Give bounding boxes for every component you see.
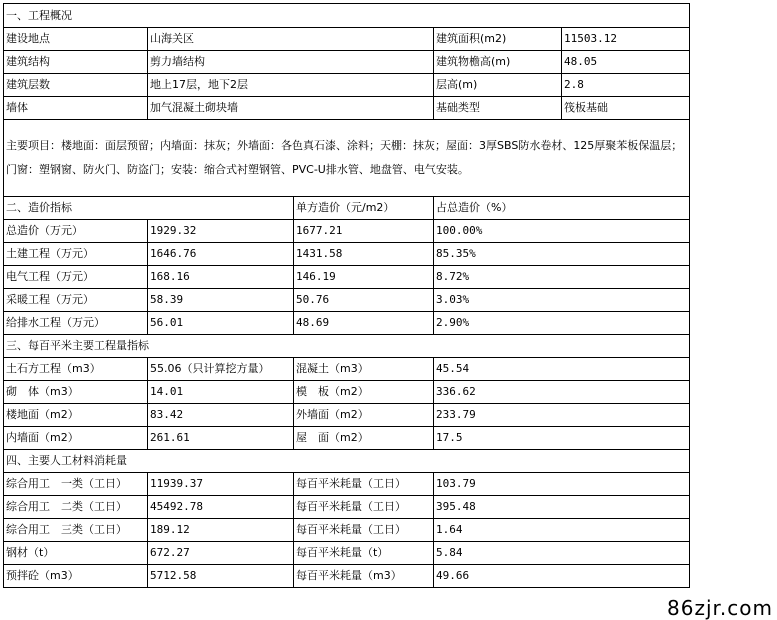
value-cell: 672.27 [148,542,294,565]
value-cell: 1431.58 [294,243,434,266]
section-header-row [4,335,690,358]
value-cell: 168.16 [148,266,294,289]
value-cell: 48.69 [294,312,434,335]
value-cell: 146.19 [294,266,434,289]
label-cell: 层高(m) [434,74,562,97]
value-cell: 2.8 [562,74,690,97]
table-row [4,266,690,289]
label-cell: 给排水工程（万元） [4,312,148,335]
table-row [4,312,690,335]
value-cell: 加气混凝土砌块墙 [148,97,434,120]
table-row [4,358,690,381]
value-cell: 11503.12 [562,28,690,51]
label-cell: 砌 体（m3） [4,381,148,404]
column-header-unit-cost: 单方造价（元/m2） [294,197,434,220]
value-cell: 2.90% [434,312,690,335]
value-cell: 8.72% [434,266,690,289]
column-header-percent: 占总造价（%） [434,197,690,220]
table-row [4,28,690,51]
section3-title: 三、每百平米主要工程量指标 [4,335,690,358]
table-row [4,542,690,565]
table-row [4,381,690,404]
label-cell: 每百平米耗量（工日） [294,519,434,542]
label-cell: 土建工程（万元） [4,243,148,266]
value-cell: 83.42 [148,404,294,427]
value-cell: 5.84 [434,542,690,565]
value-cell: 3.03% [434,289,690,312]
table-row [4,97,690,120]
label-cell: 综合用工 二类（工日） [4,496,148,519]
value-cell: 395.48 [434,496,690,519]
section-header-row [4,4,690,28]
section-header-row [4,197,690,220]
label-cell: 电气工程（万元） [4,266,148,289]
label-cell: 每百平米耗量（工日） [294,473,434,496]
value-cell: 1677.21 [294,220,434,243]
label-cell: 土石方工程（m3） [4,358,148,381]
value-cell: 58.39 [148,289,294,312]
value-cell: 1.64 [434,519,690,542]
label-cell: 总造价（万元） [4,220,148,243]
label-cell: 外墙面（m2） [294,404,434,427]
value-cell: 233.79 [434,404,690,427]
section4-title: 四、主要人工材料消耗量 [4,450,690,473]
value-cell: 地上17层，地下2层 [148,74,434,97]
value-cell: 14.01 [148,381,294,404]
label-cell: 综合用工 一类（工日） [4,473,148,496]
value-cell: 45.54 [434,358,690,381]
table-row [4,473,690,496]
project-description: 主要项目：楼地面：面层预留；内墙面：抹灰；外墙面：各色真石漆、涂料；天棚：抹灰；屋面：3厚SBS防水卷材、125厚聚苯板保温层；门窗：塑钢窗、防火门、防盗门；安装：缩合式衬塑钢管、PVC-U排水管、地盘管、电气安装。 [4,120,690,197]
value-cell: 1929.32 [148,220,294,243]
label-cell: 采暖工程（万元） [4,289,148,312]
value-cell: 山海关区 [148,28,434,51]
site-watermark: 86zjr.com [667,596,773,620]
value-cell: 48.05 [562,51,690,74]
value-cell: 45492.78 [148,496,294,519]
section1-title: 一、工程概况 [4,4,690,28]
value-cell: 筏板基础 [562,97,690,120]
value-cell: 11939.37 [148,473,294,496]
label-cell: 墙体 [4,97,148,120]
value-cell: 17.5 [434,427,690,450]
value-cell: 1646.76 [148,243,294,266]
label-cell: 建筑层数 [4,74,148,97]
table-row [4,220,690,243]
label-cell: 建设地点 [4,28,148,51]
value-cell: 5712.58 [148,565,294,588]
value-cell: 336.62 [434,381,690,404]
label-cell: 模 板（m2） [294,381,434,404]
table-row [4,404,690,427]
value-cell: 103.79 [434,473,690,496]
value-cell: 56.01 [148,312,294,335]
table-row [4,519,690,542]
table-row [4,243,690,266]
value-cell: 100.00% [434,220,690,243]
label-cell: 建筑面积(m2) [434,28,562,51]
label-cell: 混凝土（m3） [294,358,434,381]
value-cell: 85.35% [434,243,690,266]
value-cell: 50.76 [294,289,434,312]
label-cell: 建筑物檐高(m) [434,51,562,74]
label-cell: 建筑结构 [4,51,148,74]
table-row [4,565,690,588]
cost-index-table [3,3,690,588]
label-cell: 综合用工 三类（工日） [4,519,148,542]
value-cell: 剪力墙结构 [148,51,434,74]
table-row [4,496,690,519]
label-cell: 预拌砼（m3） [4,565,148,588]
table-row [4,289,690,312]
label-cell: 内墙面（m2） [4,427,148,450]
label-cell: 基础类型 [434,97,562,120]
label-cell: 每百平米耗量（m3） [294,565,434,588]
table-row [4,74,690,97]
label-cell: 楼地面（m2） [4,404,148,427]
description-row [4,120,690,197]
table-row [4,427,690,450]
section2-title: 二、造价指标 [4,197,294,220]
value-cell: 49.66 [434,565,690,588]
label-cell: 每百平米耗量（t） [294,542,434,565]
label-cell: 钢材（t） [4,542,148,565]
value-cell: 55.06（只计算挖方量） [148,358,294,381]
value-cell: 189.12 [148,519,294,542]
section-header-row [4,450,690,473]
table-row [4,51,690,74]
label-cell: 每百平米耗量（工日） [294,496,434,519]
value-cell: 261.61 [148,427,294,450]
label-cell: 屋 面（m2） [294,427,434,450]
